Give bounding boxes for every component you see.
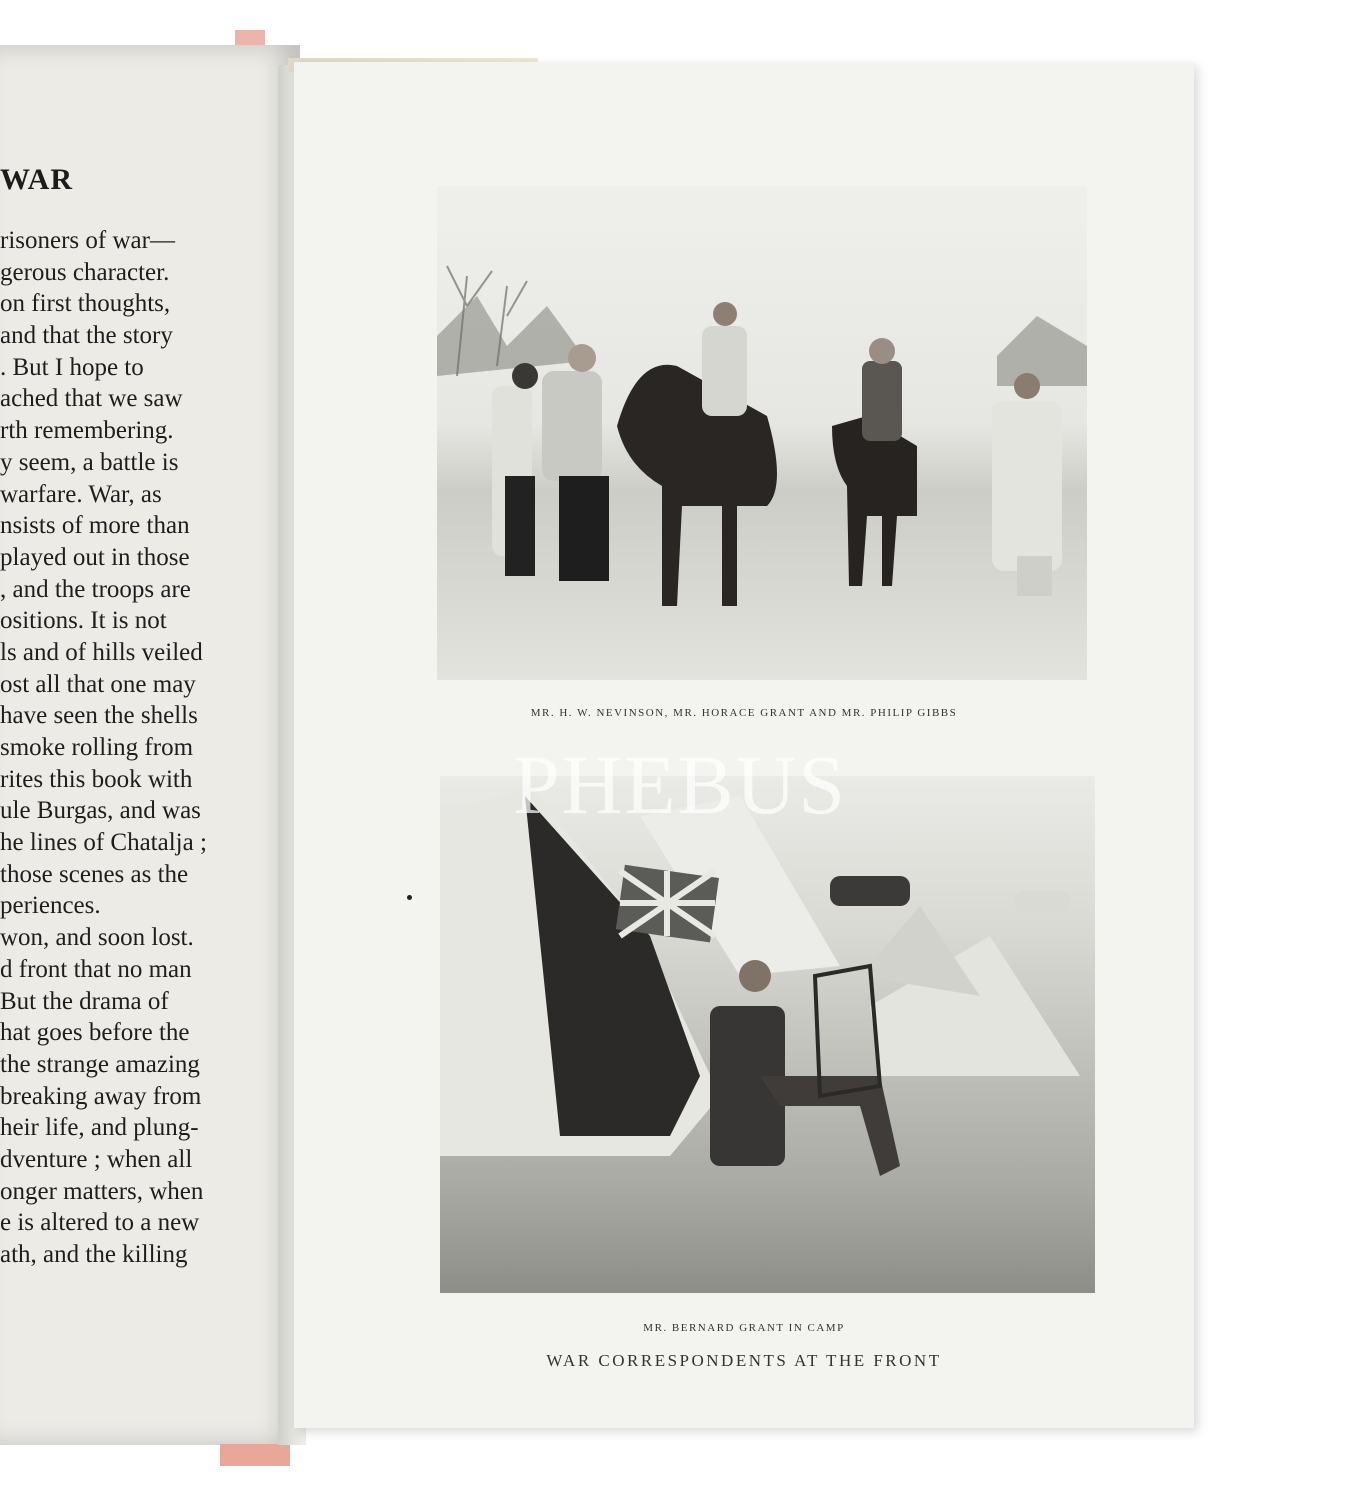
text-line: But the drama of bbox=[0, 987, 169, 1015]
photo-caption-top: MR. H. W. NEVINSON, MR. HORACE GRANT AND MR. PHILIP GIBBS bbox=[530, 707, 958, 719]
ink-dot bbox=[407, 895, 412, 900]
text-line: ost all that one may bbox=[0, 670, 196, 698]
photo-bernard-grant-in-camp bbox=[440, 776, 1095, 1293]
page-edge-bottom-left bbox=[220, 1444, 290, 1466]
text-line: won, and soon lost. bbox=[0, 924, 194, 952]
text-line: warfare. War, as bbox=[0, 480, 162, 508]
text-line: . But I hope to bbox=[0, 353, 144, 381]
text-line: played out in those bbox=[0, 543, 190, 571]
text-line: e is altered to a new bbox=[0, 1209, 200, 1237]
text-line: y seem, a battle is bbox=[0, 448, 179, 476]
text-line: breaking away from bbox=[0, 1082, 202, 1110]
text-line: hat goes before the bbox=[0, 1019, 190, 1047]
text-line: the strange amazing bbox=[0, 1050, 200, 1078]
photo-correspondents-on-horses bbox=[437, 186, 1087, 680]
text-line: onger matters, when bbox=[0, 1177, 204, 1205]
text-line: smoke rolling from bbox=[0, 734, 194, 761]
left-page-text bbox=[0, 225, 207, 1271]
text-line: have seen the shells bbox=[0, 702, 198, 730]
text-line: , and the troops are bbox=[0, 575, 191, 603]
text-line: those scenes as the bbox=[0, 860, 189, 888]
text-line: nsists of more than bbox=[0, 512, 190, 540]
text-line: ule Burgas, and was bbox=[0, 797, 201, 825]
text-line: d front that no man bbox=[0, 955, 192, 983]
text-line: ached that we saw bbox=[0, 385, 183, 413]
plate-title: WAR CORRESPONDENTS AT THE FRONT bbox=[546, 1351, 942, 1370]
text-line: he lines of Chatalja ; bbox=[0, 829, 207, 857]
text-line: ath, and the killing bbox=[0, 1241, 188, 1268]
text-line: and that the story bbox=[0, 322, 173, 350]
left-page bbox=[0, 45, 300, 1445]
text-line: gerous character. bbox=[0, 258, 170, 286]
text-line: ositions. It is not bbox=[0, 607, 167, 635]
text-line: on first thoughts, bbox=[0, 290, 171, 318]
left-page-heading: WAR bbox=[0, 163, 74, 196]
watermark: PHEBUS bbox=[512, 739, 848, 832]
text-line: dventure ; when all bbox=[0, 1145, 193, 1173]
text-line: ls and of hills veiled bbox=[0, 638, 203, 666]
text-line: rth remembering. bbox=[0, 417, 174, 445]
page-edge-top-left bbox=[235, 30, 265, 46]
text-line: risoners of war— bbox=[0, 227, 175, 254]
text-line: heir life, and plung- bbox=[0, 1114, 199, 1142]
text-line: periences. bbox=[0, 892, 101, 920]
text-line: rites this book with bbox=[0, 765, 193, 793]
photo-caption-bottom: MR. BERNARD GRANT IN CAMP bbox=[643, 1322, 845, 1334]
